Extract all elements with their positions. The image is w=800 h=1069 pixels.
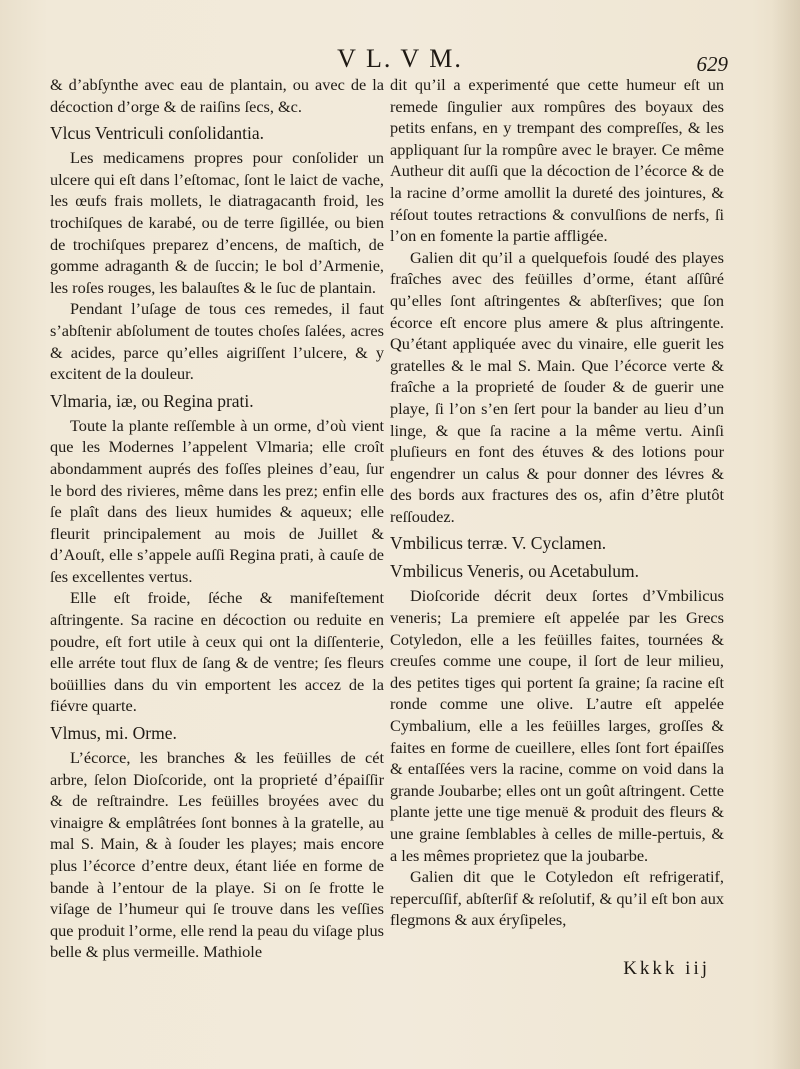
- entry-heading: Vlmus, mi. Orme.: [50, 723, 177, 744]
- paragraph: Toute la plante reſſemble à un orme, d’où vient que les Modernes l’appelent Vlmaria; elle croît abondamment auprés des foſſes pleines d’eau, ſur le bord des rivieres, même dans les prez; enfin elle ſe plaît dans des lieux humides & aqueux; elle fleurit principalement au mois de Juillet & d’Aouſt, elle s’appele auſſi Regina prati, à cauſe de ſes excellentes vertus.: [50, 415, 384, 586]
- continued-text: dit qu’il a experimenté que cette humeur eſt un remede ſingulier aux rompûres des boyaux des petits enfans, en y trempant des compreſſes, & les appliquant ſur la rompûre avec le brayer. Ce même Autheur dit auſſi que la décoction de l’écorce & de la racine d’orme amollit la dureté des jointures, & réſout toutes retractions & convulſions de nerfs, ſi l’on en fomente la partie affligée.: [390, 75, 724, 246]
- entry-heading: Vlmaria, iæ, ou Regina prati.: [50, 390, 254, 411]
- paragraph: Galien dit que le Cotyledon eſt refrigeratif, repercuſſif, abſterſif & reſolutif, & qu’il eſt bon aux flegmons & aux éryſipeles,: [390, 867, 724, 930]
- entry-heading: Vlcus Ventriculi conſolidantia.: [50, 123, 265, 144]
- paragraph: Elle eſt froide, ſéche & manifeſtement aſtringente. Sa racine en décoction ou reduite en poudre, eſt fort utile à ceux qui ont la diſſenterie, elle arréte tout flux de ſang & de ventre; ſes fleurs boüillies dans du vin emportent les accez de la fiévre quarte.: [50, 588, 384, 716]
- paragraph: Dioſcoride décrit deux ſortes d’Vmbilicus veneris; La premiere eſt appelée par les Grecs Cotyledon, elle a les feüilles faites, tournées & creuſes comme une coupe, il ſort de leur milieu, des petites tiges qui portent ſa graine; ſa racine eſt ronde comme une olive. L’autre eſt appelée Cymbalium, elle a les feüilles larges, groſſes & faites en forme de cueillere, elles ſont fort épaiſſes & entaſſées vers la racine, comme on void dans la grande Joubarbe; elles ont un goût aſtringent. Cette plante jette une tige menuë & produit des fleurs & une graine ſemblables à celles de mille-pertuis, & a les mêmes proprietez que la joubarbe.: [390, 586, 724, 865]
- page-header: [0, 44, 800, 78]
- running-head: V L. V M.: [337, 44, 463, 73]
- continued-text: & d’abſynthe avec eau de plantain, ou avec de la décoction d’orge & de raiſins ſecs, &c.: [50, 75, 384, 116]
- paragraph: Pendant l’uſage de tous ces remedes, il faut s’abſtenir abſolument de toutes choſes ſalées, acres & acides, parce qu’elles aigriſſent l’ulcere, & y excitent de la douleur.: [50, 299, 384, 384]
- signature-mark: Kkkk iij: [623, 958, 710, 979]
- page-edge-shadow: [772, 0, 800, 1069]
- paragraph: Galien dit qu’il a quelquefois ſoudé des playes fraîches avec des feüilles d’orme, étant aſſûré qu’elles ſont aſtringentes & abſterſives; que ſon écorce eſt encore plus amere & plus aſtringente. Qu’étant appliquée avec du vinaire, elle guerit les gratelles & le mal S. Main. Que l’écorce verte & fraîche a la proprieté de ſouder & de guerir une playe, ſi l’on s’en ſert pour la bander au lieu d’un linge, & que ſa racine a la même vertu. Ainſi pluſieurs en font des étuves & des lotions pour engendrer un calus & pour donner des lévres & des bords aux fractures des os, afin d’être plutôt reſſoudez.: [390, 247, 724, 526]
- left-column: [50, 74, 384, 963]
- paragraph: L’écorce, les branches & les feüilles de cét arbre, ſelon Dioſcoride, ont la proprieté d’épaiſſir & de reſtraindre. Les feüilles broyées avec du vinaigre & emplâtrées ſont bonnes à la gratelle, au mal S. Main, & à ſouder les playes; mais encore plus l’écorce d’entre deux, étant liée en forme de bande à l’entour de la playe. Si on ſe frotte le viſage de l’humeur qui ſe trouve dans les veſſies que produit l’orme, elle rend la peau du viſage plus belle & plus vermeille. Mathiole: [50, 748, 384, 962]
- paragraph: Les medicamens propres pour conſolider un ulcere qui eſt dans l’eſtomac, ſont le laict de vache, les œufs frais mollets, le diatragacanth froid, les trochiſques de karabé, ou de terre ſigillée, ou bien de trochiſques preparez d’encens, de maſtich, de gomme adraganth & de ſuccin; le bol d’Armenie, les roſes rouges, les balauſtes & le ſuc de plantain.: [50, 148, 384, 297]
- entry-heading: Vmbilicus terræ. V. Cyclamen.: [390, 533, 607, 554]
- right-column: [390, 74, 724, 931]
- entry-heading: Vmbilicus Veneris, ou Acetabulum.: [390, 561, 640, 582]
- page-number: 629: [696, 52, 728, 76]
